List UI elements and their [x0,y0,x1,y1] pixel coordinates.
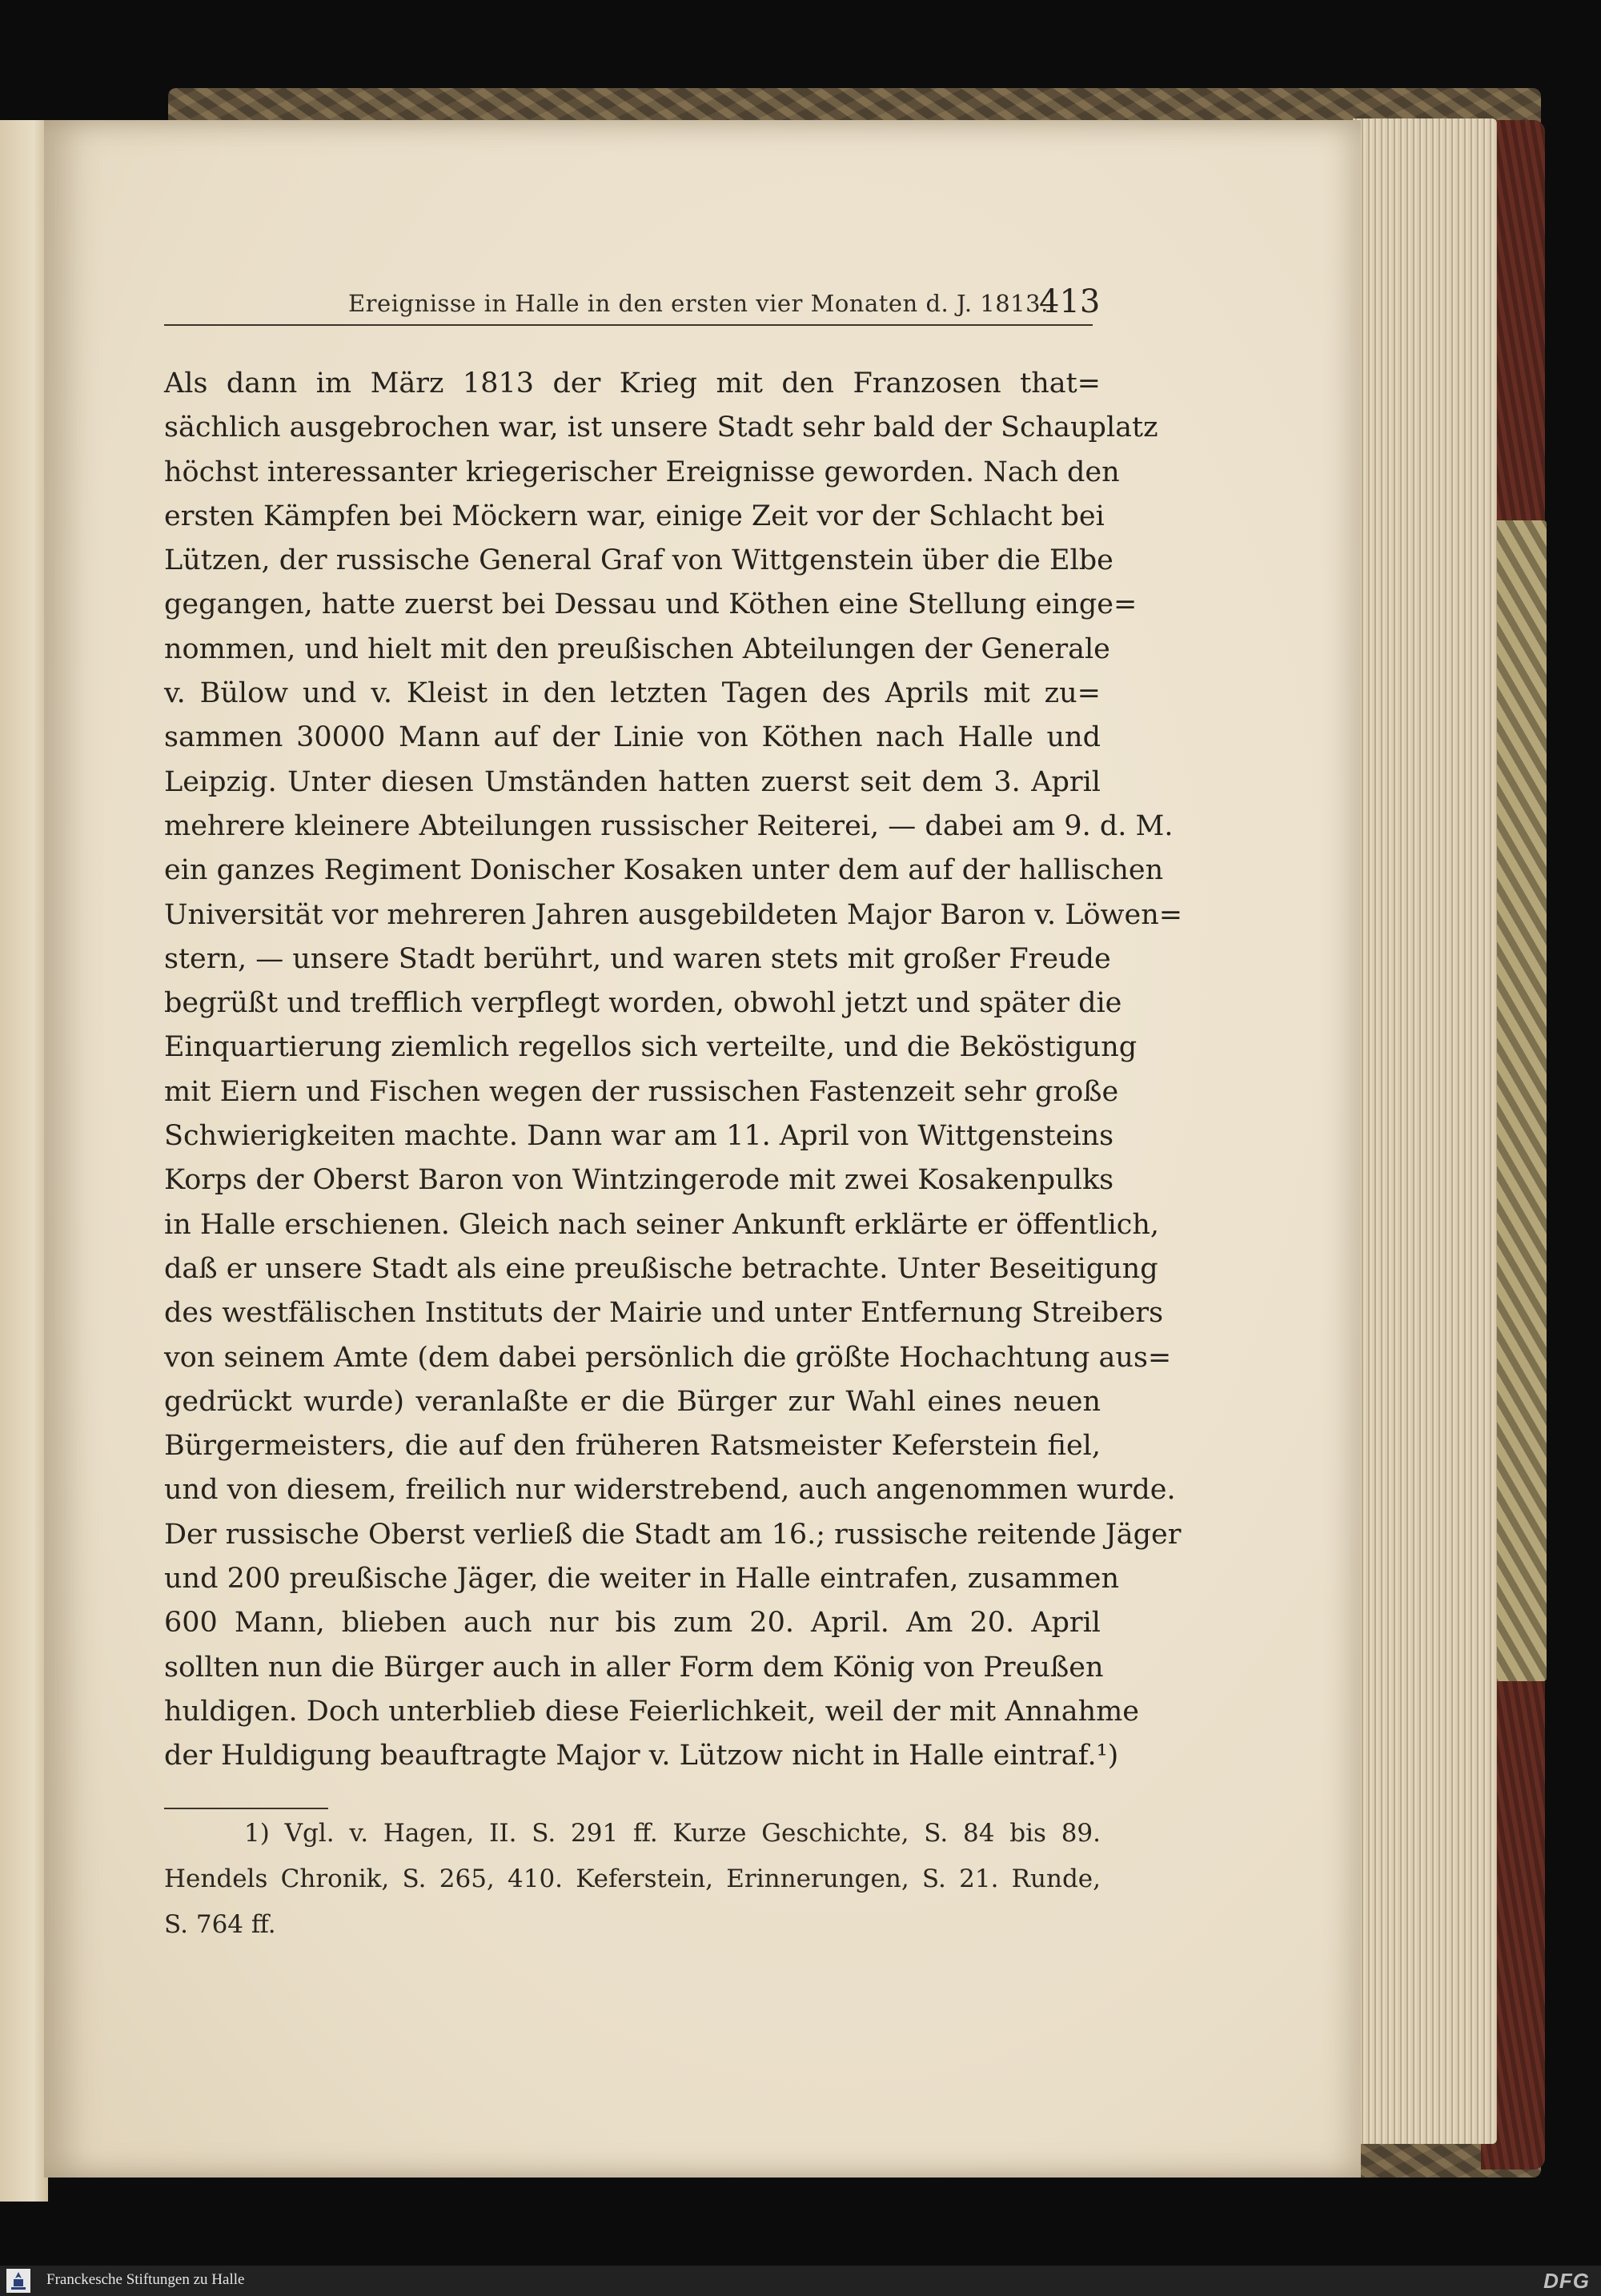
body-text [164,362,1183,1779]
page-number: 413 [1039,283,1101,320]
body-line: 600 Mann, blieben auch nur bis zum 20. April. Am 20. April [164,1607,1101,1640]
left-page-edge [0,120,48,2202]
page-edges [1353,118,1497,2144]
body-line: höchst interessanter kriegerischer Ereignisse geworden. Nach den [164,456,1120,488]
body-line: ein ganzes Regiment Donischer Kosaken unter dem auf der hallischen [164,854,1164,887]
dfg-logo: DFG [1543,2269,1590,2293]
header-rule [164,324,1093,326]
body-line: gedrückt wurde) veranlaßte er die Bürger zur Wahl eines neuen [164,1385,1101,1418]
footnote-rule [164,1808,328,1809]
body-line: sammen 30000 Mann auf der Linie von Köthen nach Halle und [164,721,1101,754]
body-line: stern, — unsere Stadt berührt, und waren stets mit großer Freude [164,942,1111,975]
body-line: sollten nun die Bürger auch in aller Form dem König von Preußen [164,1651,1104,1684]
institution-logo-icon [6,2269,30,2293]
body-line: Korps der Oberst Baron von Wintzingerode mit zwei Kosakenpulks [164,1164,1114,1197]
body-line: Schwierigkeiten machte. Dann war am 11. April von Wittgensteins [164,1120,1114,1153]
running-head: Ereignisse in Halle in den ersten vier Monaten d. J. 1813. [348,290,1049,317]
footnotes [164,1811,1101,1948]
body-line: mit Eiern und Fischen wegen der russischen Fastenzeit sehr große [164,1075,1119,1108]
footnote-line: S. 764 ff. [164,1910,276,1939]
footnote-line: 1) Vgl. v. Hagen, II. S. 291 ff. Kurze Geschichte, S. 84 bis 89. [244,1819,1101,1848]
footer-banner [0,2266,1601,2296]
body-line: des westfälischen Instituts der Mairie und unter Entfernung Streibers [164,1297,1164,1330]
body-line: begrüßt und trefflich verpflegt worden, obwohl jetzt und später die [164,987,1122,1020]
body-line: sächlich ausgebrochen war, ist unsere Stadt sehr bald der Schauplatz [164,411,1158,444]
body-line: von seinem Amte (dem dabei persönlich die größte Hochachtung aus= [164,1341,1172,1374]
body-line: huldigen. Doch unterblieb diese Feierlichkeit, weil der mit Annahme [164,1695,1140,1728]
body-line: Leipzig. Unter diesen Umständen hatten zuerst seit dem 3. April [164,765,1101,798]
body-line: und von diesem, freilich nur widerstrebend, auch angenommen wurde. [164,1474,1176,1507]
institution-name: Franckesche Stiftungen zu Halle [46,2271,245,2288]
body-line: der Huldigung beauftragte Major v. Lützow nicht in Halle eintraf.¹) [164,1740,1119,1772]
body-line: nommen, und hielt mit den preußischen Abteilungen der Generale [164,632,1110,665]
body-line: Einquartierung ziemlich regellos sich verteilte, und die Beköstigung [164,1031,1138,1064]
body-line: v. Bülow und v. Kleist in den letzten Tagen des Aprils mit zu= [164,677,1101,710]
body-line: gegangen, hatte zuerst bei Dessau und Köthen eine Stellung einge= [164,588,1138,621]
body-line: Lützen, der russische General Graf von Wittgenstein über die Elbe [164,544,1113,577]
body-line: Universität vor mehreren Jahren ausgebildeten Major Baron v. Löwen= [164,898,1183,931]
body-line: ersten Kämpfen bei Möckern war, einige Zeit vor der Schlacht bei [164,500,1105,532]
body-line: und 200 preußische Jäger, die weiter in Halle eintrafen, zusammen [164,1563,1120,1596]
body-line: Der russische Oberst verließ die Stadt am 16.; russische reitende Jäger [164,1518,1182,1551]
marbled-cover-strip [1491,520,1547,1681]
body-line: daß er unsere Stadt als eine preußische betrachte. Unter Beseitigung [164,1252,1158,1285]
body-line: Bürgermeisters, die auf den früheren Ratsmeister Keferstein fiel, [164,1430,1101,1463]
footnote-line: Hendels Chronik, S. 265, 410. Keferstein, Erinnerungen, S. 21. Runde, [164,1864,1101,1893]
body-line: mehrere kleinere Abteilungen russischer Reiterei, — dabei am 9. d. M. [164,809,1174,842]
body-line: Als dann im März 1813 der Krieg mit den Franzosen that= [164,367,1101,399]
body-line: in Halle erschienen. Gleich nach seiner Ankunft erklärte er öffentlich, [164,1208,1160,1241]
